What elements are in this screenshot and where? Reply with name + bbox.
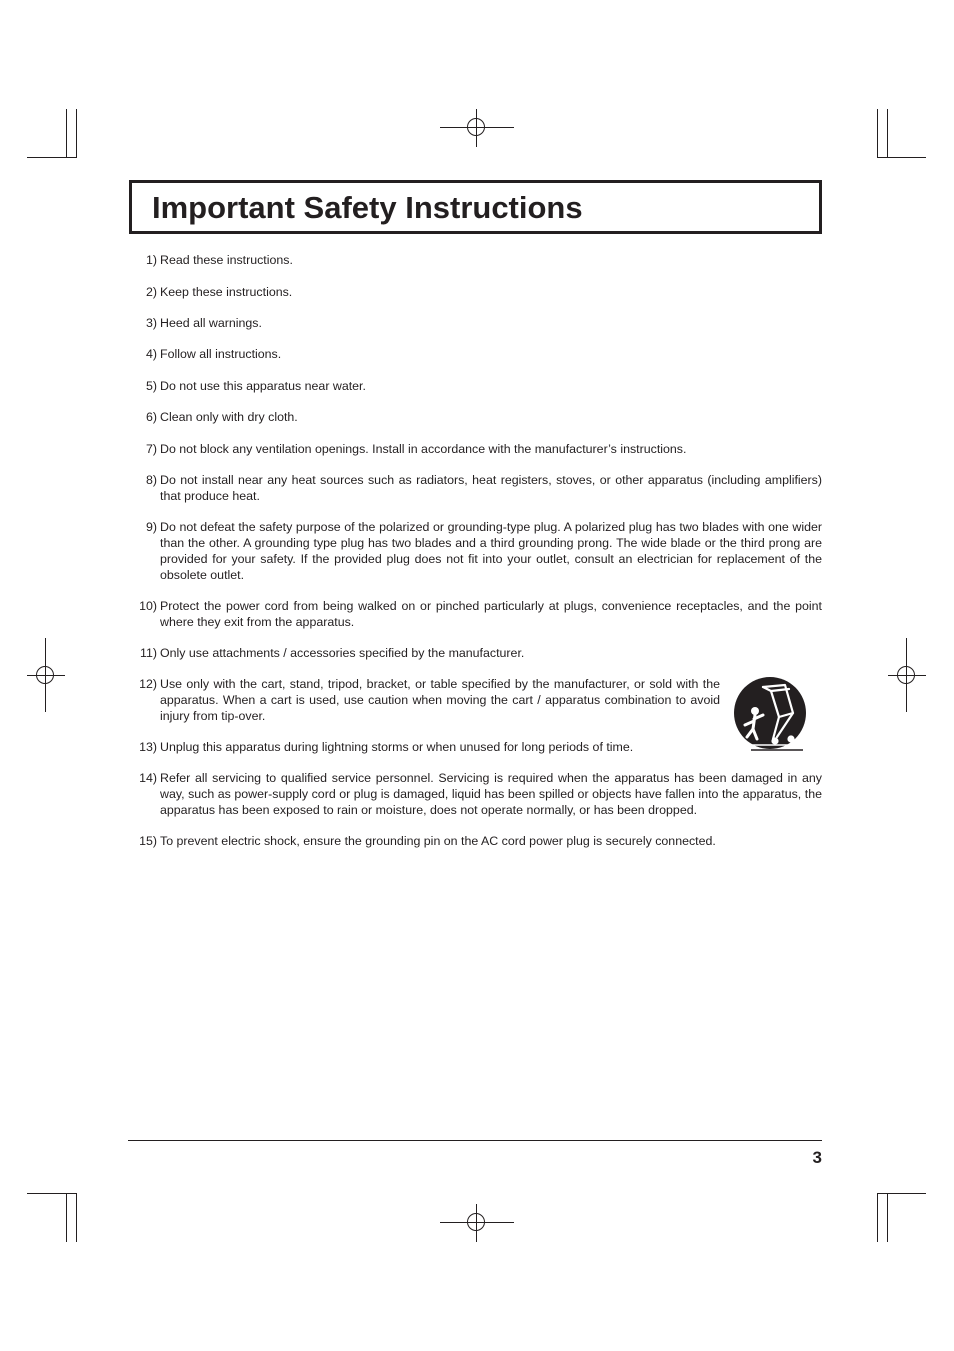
- item-number: 13): [139, 740, 157, 754]
- list-item: [128, 284, 822, 300]
- list-item: [128, 676, 720, 724]
- list-item: [128, 770, 822, 818]
- list-item: [128, 833, 822, 849]
- title-box: [129, 180, 822, 234]
- item-number: 8): [145, 473, 157, 487]
- cart-tip-over-warning-icon: [733, 677, 807, 751]
- page-title: Important Safety Instructions: [152, 190, 583, 225]
- item-text: Refer all servicing to qualified service personnel. Servicing is required when the apparatus has been damaged in any way, such as power-supply cord or plug is damaged, liquid has been spilled or objects have fallen into the apparatus, the apparatus has been exposed to rain or moisture, does not operate normally, or has been dropped.: [160, 771, 822, 817]
- list-item: [128, 472, 822, 504]
- list-item: [128, 441, 822, 457]
- item-text: Keep these instructions.: [160, 285, 293, 299]
- list-item: [128, 645, 822, 661]
- list-item: [128, 315, 822, 331]
- item-number: 7): [145, 442, 157, 456]
- item-number: 1): [145, 253, 157, 267]
- item-text: Do not use this apparatus near water.: [160, 379, 366, 393]
- item-number: 9): [145, 520, 157, 534]
- item-text: Only use attachments / accessories specified by the manufacturer.: [160, 646, 525, 660]
- list-item: [128, 598, 822, 630]
- item-number: 11): [140, 646, 157, 660]
- item-number: 12): [139, 677, 157, 691]
- item-text: Clean only with dry cloth.: [160, 410, 298, 424]
- list-item: [128, 739, 822, 755]
- item-number: 4): [145, 347, 157, 361]
- footer-rule: [128, 1140, 822, 1141]
- list-item: [128, 346, 822, 362]
- item-text: To prevent electric shock, ensure the grounding pin on the AC cord power plug is securely connected.: [160, 834, 716, 848]
- item-number: 2): [145, 285, 157, 299]
- list-item: [128, 409, 822, 425]
- item-text: Unplug this apparatus during lightning storms or when unused for long periods of time.: [160, 740, 634, 754]
- item-text: Do not defeat the safety purpose of the polarized or grounding-type plug. A polarized plug has two blades with one wider than the other. A grounding type plug has two blades and a third grounding prong. The wide blade or the third prong are provided for your safety. If the provided plug does not fit into your outlet, consult an electrician for replacement of the obsolete outlet.: [160, 520, 822, 582]
- list-item: [128, 519, 822, 583]
- list-item: [128, 378, 822, 394]
- list-item: [128, 252, 822, 268]
- item-number: 6): [145, 410, 157, 424]
- page-number: 3: [812, 1148, 822, 1167]
- item-number: 3): [145, 316, 157, 330]
- item-text: Protect the power cord from being walked on or pinched particularly at plugs, convenience receptacles, and the point where they exit from the apparatus.: [160, 599, 822, 629]
- item-number: 14): [139, 771, 157, 785]
- item-text: Use only with the cart, stand, tripod, bracket, or table specified by the manufacturer, or sold with the apparatus. When a cart is used, use caution when moving the cart / apparatus combination to avoid injury from tip-over.: [160, 677, 720, 723]
- item-text: Follow all instructions.: [160, 347, 282, 361]
- item-number: 5): [145, 379, 157, 393]
- item-text: Heed all warnings.: [160, 316, 262, 330]
- item-text: Do not install near any heat sources such as radiators, heat registers, stoves, or other apparatus (including amplifiers) that produce heat.: [160, 473, 822, 503]
- item-number: 10): [139, 599, 157, 613]
- item-text: Read these instructions.: [160, 253, 293, 267]
- item-number: 15): [139, 834, 157, 848]
- item-text: Do not block any ventilation openings. Install in accordance with the manufacturer’s instructions.: [160, 442, 687, 456]
